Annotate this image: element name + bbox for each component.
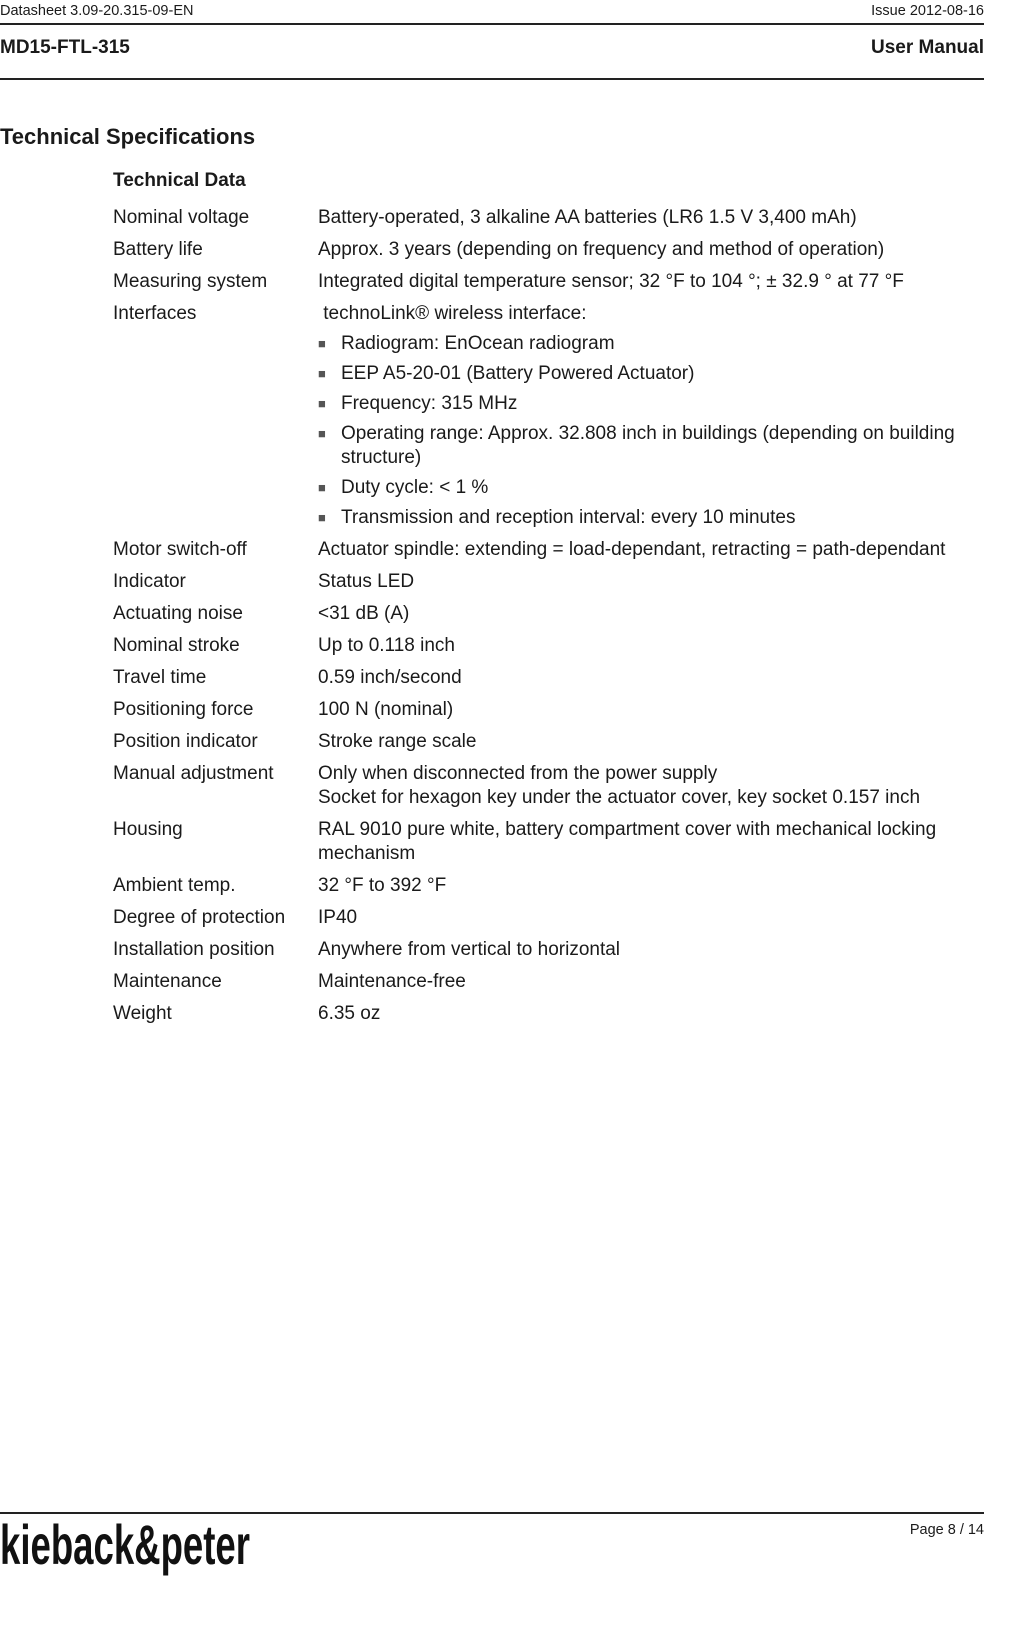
spec-label: Battery life [113,239,203,260]
spec-row [113,906,988,930]
top-header [0,0,984,22]
spec-row [113,730,988,754]
spec-value: Anywhere from vertical to horizontal [318,939,621,960]
spec-row [113,698,988,722]
spec-label: Manual adjustment [113,763,274,784]
logo-text: kieback&peter [0,1513,250,1576]
spec-value: Battery-operated, 3 alkaline AA batteries (LR6 1.5 V 3,400 mAh) [318,207,857,228]
spec-value: Actuator spindle: extending = load-dependant, retracting = path-dependant [318,539,946,560]
spec-value [318,762,988,810]
spec-label: Positioning force [113,699,254,720]
spec-row [113,1002,988,1026]
value-line: Socket for hexagon key under the actuator cover, key socket 0.157 inch [318,787,921,808]
list-item: ■ Frequency: 315 MHz [318,393,518,414]
spec-label: Maintenance [113,971,222,992]
spec-row [113,666,988,690]
spec-row [113,206,988,230]
square-bullet-icon: ■ [318,396,326,411]
spec-value: Stroke range scale [318,731,477,752]
spec-label: Nominal stroke [113,635,240,656]
section-title: Technical Specifications [0,124,256,149]
square-bullet-icon: ■ [318,510,326,525]
spec-value: Maintenance-free [318,971,466,992]
square-bullet-icon: ■ [318,366,326,381]
spec-value: 100 N (nominal) [318,699,454,720]
spec-row [113,818,988,866]
spec-value [318,302,988,530]
product-name: MD15-FTL-315 [0,37,130,58]
spec-label: Indicator [113,571,186,592]
title-divider [0,78,984,80]
list-item: ■ EEP A5-20-01 (Battery Powered Actuator) [318,363,695,384]
square-bullet-icon: ■ [318,426,326,441]
spec-label: Travel time [113,667,207,688]
spec-value: Up to 0.118 inch [318,635,455,656]
spec-label: Nominal voltage [113,207,250,228]
spec-row [113,970,988,994]
spec-label: Actuating noise [113,603,243,624]
spec-value: 6.35 oz [318,1003,381,1024]
datasheet-number: Datasheet 3.09-20.315-09-EN [0,3,194,19]
list-item: ■ Operating range: Approx. 32.808 inch in buildings (depending on building structure) [318,423,955,468]
header-divider [0,23,984,25]
spec-label: Interfaces [113,303,197,324]
spec-table [113,206,988,1034]
spec-label: Ambient temp. [113,875,236,896]
spec-row [113,938,988,962]
spec-label: Position indicator [113,731,258,752]
spec-label: Weight [113,1003,172,1024]
spec-label: Degree of protection [113,907,286,928]
page-number: Page 8 / 14 [909,1522,984,1538]
spec-label: Motor switch-off [113,539,247,560]
square-bullet-icon: ■ [318,336,326,351]
document-type: User Manual [871,37,984,58]
kieback-peter-logo [0,1513,252,1576]
spec-row [113,762,988,810]
spec-row-interfaces [113,302,988,530]
spec-label: Measuring system [113,271,268,292]
spec-row [113,570,988,594]
spec-row [113,874,988,898]
spec-label: Housing [113,819,183,840]
list-item: ■ Duty cycle: < 1 % [318,477,489,498]
spec-value: 0.59 inch/second [318,667,462,688]
square-bullet-icon: ■ [318,480,326,495]
spec-value: Approx. 3 years (depending on frequency and method of operation) [318,239,885,260]
spec-row [113,602,988,626]
spec-value: Status LED [318,571,415,592]
spec-value: Integrated digital temperature sensor; 32 °F to 104 °; ± 32.9 ° at 77 °F [318,271,904,292]
interface-bullet-list [318,332,988,530]
spec-row [113,270,988,294]
spec-row [113,634,988,658]
spec-value: IP40 [318,907,358,928]
list-item: ■ Transmission and reception interval: every 10 minutes [318,507,796,528]
value-line: Only when disconnected from the power supply [318,763,718,784]
issue-date: Issue 2012-08-16 [871,3,984,19]
spec-label: Installation position [113,939,275,960]
spec-value: 32 °F to 392 °F [318,875,447,896]
list-item: ■ Radiogram: EnOcean radiogram [318,333,615,354]
title-bar [0,36,984,60]
subsection-title: Technical Data [113,170,246,191]
interfaces-intro: technoLink® wireless interface: [318,303,587,324]
spec-row [113,238,988,262]
spec-row [113,538,988,562]
spec-value: <31 dB (A) [318,603,410,624]
spec-value: RAL 9010 pure white, battery compartment cover with mechanical locking mechanism [318,819,937,864]
